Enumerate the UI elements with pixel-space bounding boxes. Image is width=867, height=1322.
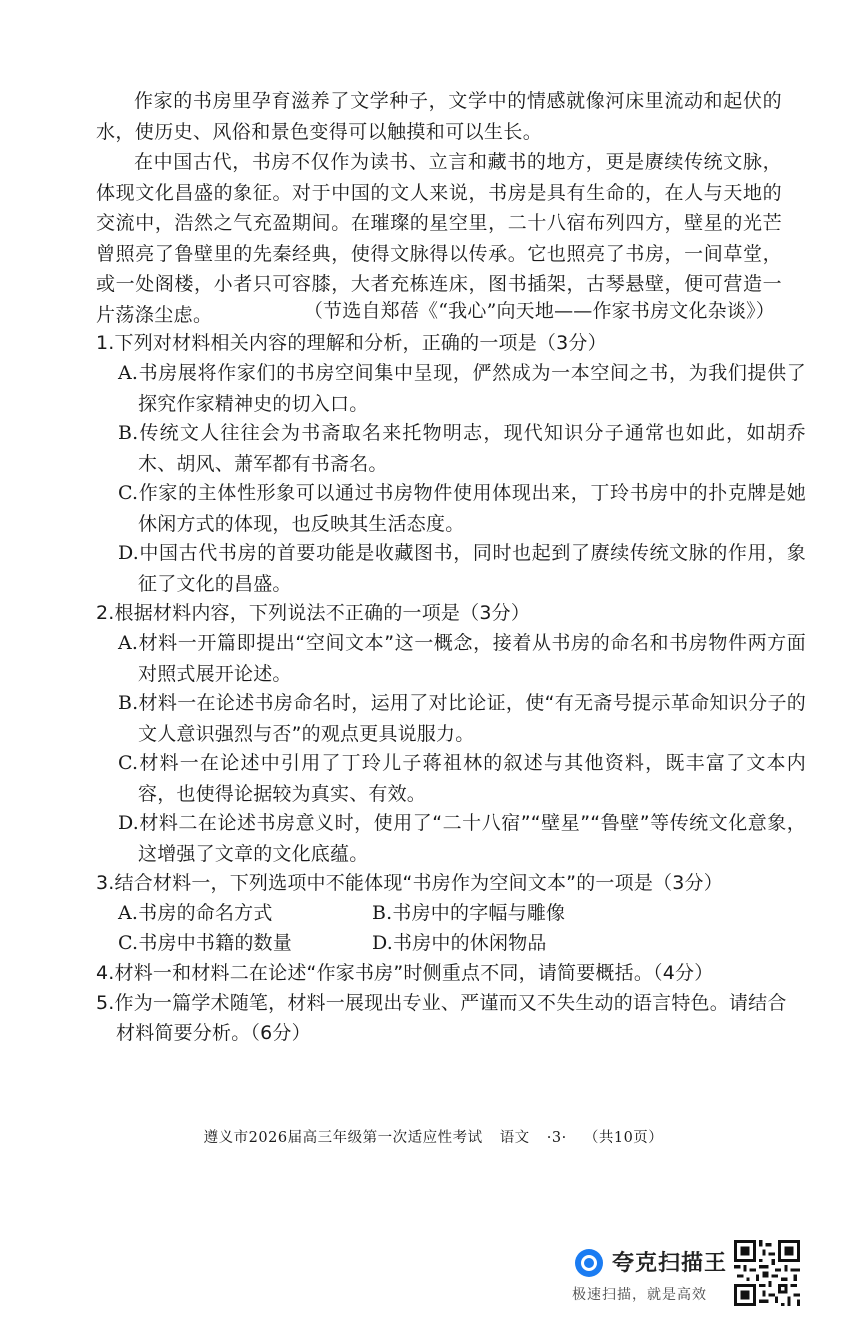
footer-total-pages: （共10页） [583, 1130, 664, 1146]
scanner-watermark [572, 1244, 732, 1304]
page-footer [0, 1126, 867, 1147]
question-4-stem: 4.材料一和材料二在论述“作家书房”时侧重点不同，请简要概括。（4分） [96, 962, 714, 984]
footer-subject: 语文 [499, 1130, 530, 1146]
question-1-option-b: B.传统文人往往会为书斋取名来托物明志，现代知识分子通常也如此，如胡乔木、胡风、萧军都有书斋名。 [118, 422, 806, 475]
question-1-option-a: A.书房展将作家们的书房空间集中呈现，俨然成为一本空间之书，为我们提供了探究作家精神史的切入口。 [118, 362, 806, 415]
passage-paragraph-2: 在中国古代，书房不仅作为读书、立言和藏书的地方，更是赓续传统文脉，体现文化昌盛的象征。对于中国的文人来说，书房是具有生命的，在人与天地的交流中，浩然之气充盈期间。在璀璨的星空里，二十八宿布列四方，壁星的光芒曾照亮了鲁壁里的先秦经典，使得文脉得以传承。它也照亮了书房，一间草堂，或一处阁楼，小者只可容膝，大者充栋连床，图书插架，古琴悬壁，便可营造一片荡涤尘虑。 [96, 151, 782, 326]
quark-logo-icon [575, 1249, 603, 1277]
question-3-option-d: D.书房中的休闲物品 [372, 932, 547, 954]
watermark-brand: 夸克扫描王 [612, 1251, 728, 1276]
question-5-stem: 5.作为一篇学术随笔，材料一展现出专业、严谨而又不失生动的语言特色。请结合材料简要分析。（6分） [96, 992, 787, 1044]
question-2-stem: 2.根据材料内容，下列说法不正确的一项是（3分） [96, 602, 531, 624]
question-3-stem: 3.结合材料一，下列选项中不能体现“书房作为空间文本”的一项是（3分） [96, 872, 723, 894]
footer-page-number: ·3· [546, 1130, 567, 1146]
watermark-tagline: 极速扫描，就是高效 [572, 1287, 707, 1303]
question-2-option-d: D.材料二在论述书房意义时，使用了“二十八宿”“壁星”“鲁壁”等传统文化意象，这增强了文章的文化底蕴。 [118, 812, 806, 865]
qr-code-icon [734, 1240, 800, 1306]
question-3-option-b: B.书房中的字幅与雕像 [372, 902, 566, 924]
question-1-option-d: D.中国古代书房的首要功能是收藏图书，同时也起到了赓续传统文脉的作用，象征了文化的昌盛。 [118, 542, 806, 595]
passage-paragraph-1: 作家的书房里孕育滋养了文学种子，文学中的情感就像河床里流动和起伏的水，使历史、风俗和景色变得可以触摸和可以生长。 [96, 90, 782, 143]
question-1-stem: 1.下列对材料相关内容的理解和分析，正确的一项是（3分） [96, 332, 607, 354]
question-3-option-c: C.书房中书籍的数量 [118, 932, 292, 954]
footer-exam-title: 遵义市2026届高三年级第一次适应性考试 [203, 1130, 483, 1146]
question-2-option-c: C.材料一在论述中引用了丁玲儿子蒋祖林的叙述与其他资料，既丰富了文本内容，也使得论据较为真实、有效。 [118, 752, 806, 805]
question-3-option-a: A.书房的命名方式 [118, 902, 273, 924]
question-2-option-a: A.材料一开篇即提出“空间文本”这一概念，接着从书房的命名和书房物件两方面对照式展开论述。 [118, 632, 806, 685]
passage-source: （节选自郑蓓《“我心”向天地——作家书房文化杂谈》） [303, 300, 775, 322]
question-1-option-c: C.作家的主体性形象可以通过书房物件使用体现出来，丁玲书房中的扑克牌是她休闲方式的体现，也反映其生活态度。 [118, 482, 806, 535]
question-2-option-b: B.材料一在论述书房命名时，运用了对比论证，使“有无斋号提示革命知识分子的文人意识强烈与否”的观点更具说服力。 [118, 692, 806, 745]
